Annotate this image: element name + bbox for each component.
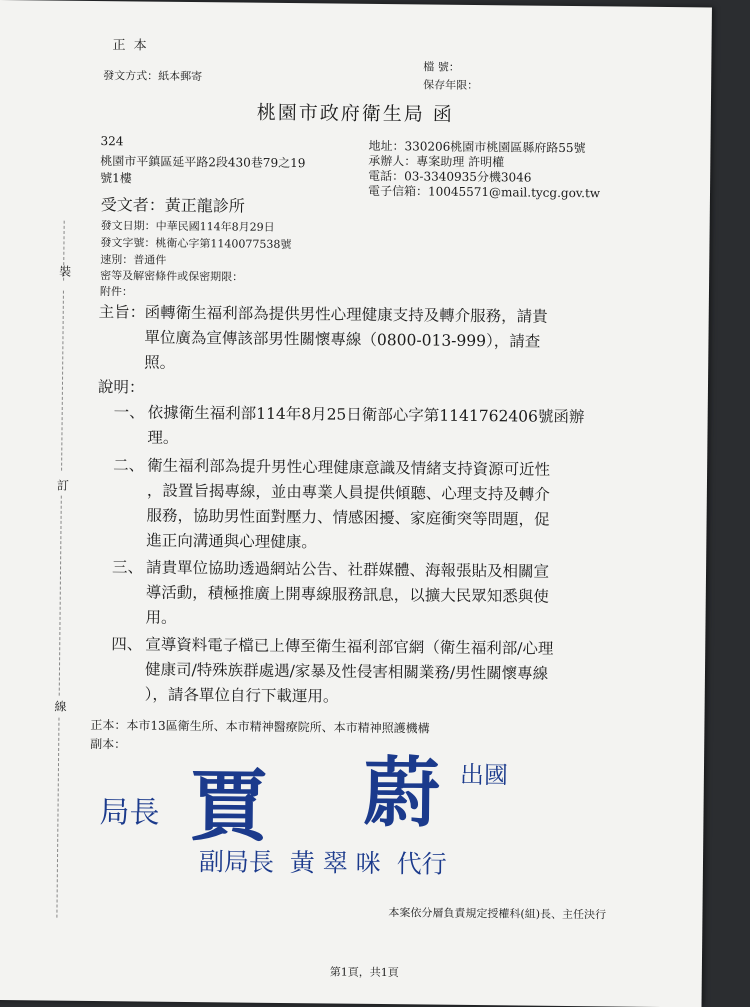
away-note: 出國 [459, 760, 509, 790]
subject-line: 函轉衛生福利部為提供男性心理健康支持及轉介服務，請貴 [144, 303, 548, 326]
subject-label: 主旨： [98, 303, 146, 322]
binding-mark: 訂 [56, 478, 70, 493]
item-line: ），請各單位自行下載運用。 [144, 685, 339, 706]
item-line: 進正向溝通與心理健康。 [146, 531, 317, 552]
chief-name-char: 賈 [189, 761, 269, 853]
chief-title: 局長 [99, 795, 160, 831]
explanation-label: 說明： [97, 378, 145, 397]
recipient-name: 受文者：黃正龍診所 [100, 195, 245, 216]
retention-label: 保存年限： [423, 78, 479, 93]
recipient-address-line2: 號1樓 [100, 171, 132, 186]
sender-email: 電子信箱：10045571@mail.tycg.gov.tw [367, 183, 601, 201]
sender-phone: 電話：03-3340935分機3046 [368, 168, 532, 185]
item-number: 一、 [113, 403, 145, 422]
binding-dash [59, 496, 62, 696]
binding-dash [61, 291, 64, 471]
item-number: 三、 [111, 558, 144, 577]
binding-mark: 線 [54, 699, 67, 714]
document-number: 發文字號：桃衛心字第1140077538號 [100, 236, 292, 252]
item-line: 健康司/特殊族群處遇/家暴及性侵害相關業務/男性關懷專線 [144, 660, 549, 683]
item-line: ，設置旨揭專線，並由專業人員提供傾聽、心理支持及轉介 [146, 481, 550, 504]
item-number: 四、 [111, 635, 143, 654]
item-line: 請貴單位協助透過網站公告、社群媒體、海報張貼及相關宣 [145, 558, 550, 581]
chief-name-char: 蔚 [363, 747, 441, 838]
item-line: 用。 [145, 608, 177, 627]
sender-address: 地址：330206桃園市桃園區縣府路55號 [368, 138, 586, 156]
issue-date: 發文日期：中華民國114年8月29日 [100, 219, 275, 234]
binding-mark: 裝 [59, 264, 72, 279]
item-line: 衛生福利部為提升男性心理健康意識及情緒支持資源可近性 [147, 456, 551, 479]
recipient-zip: 324 [100, 134, 124, 149]
binding-dash [56, 718, 59, 918]
item-line: 理。 [147, 428, 179, 447]
document-title: 桃園市政府衛生局 函 [256, 101, 454, 126]
item-line: 依據衛生福利部114年8月25日衛部心字第1141762406號函辦 [147, 403, 585, 427]
page-number: 第1頁，共1頁 [329, 965, 399, 980]
item-line: 導活動，積極推廣上開專線服務訊息，以擴大民眾知悉與使 [145, 583, 549, 606]
item-line: 宣導資料電子檔已上傳至衛生福利部官網（衛生福利部/心理 [145, 635, 554, 658]
delivery-speed: 速別：普通件 [100, 253, 167, 267]
original-recipients: 正本：本市13區衛生所、本市精神醫療院所、本市精神照護機構 [90, 717, 430, 736]
copy-recipients: 副本： [90, 736, 127, 752]
attachments: 附件： [99, 285, 134, 299]
sender-handler: 承辦人：專案助理 許明權 [368, 153, 505, 170]
delegation-note: 本案依分層負責規定授權科(組)長、主任決行 [388, 906, 607, 922]
delivery-method: 發文方式：紙本郵寄 [103, 69, 203, 84]
file-number-label: 檔 號： [423, 60, 460, 74]
item-number: 二、 [113, 456, 145, 475]
secrecy-level: 密等及解密條件或保密期限： [100, 269, 244, 284]
deputy-signature: 副局長 黃 翠 咪 代行 [198, 847, 447, 879]
item-line: 服務，協助男性面對壓力、情感困擾、家庭衝突等問題，促 [146, 506, 550, 529]
copy-type: 正 本 [112, 38, 149, 54]
subject-line: 單位廣為宣傳該部男性關懷專線（0800-013-999），請查 [144, 328, 541, 351]
recipient-address-line1: 桃園市平鎮區延平路2段430巷79之19 [100, 154, 306, 171]
subject-line: 照。 [144, 353, 176, 372]
